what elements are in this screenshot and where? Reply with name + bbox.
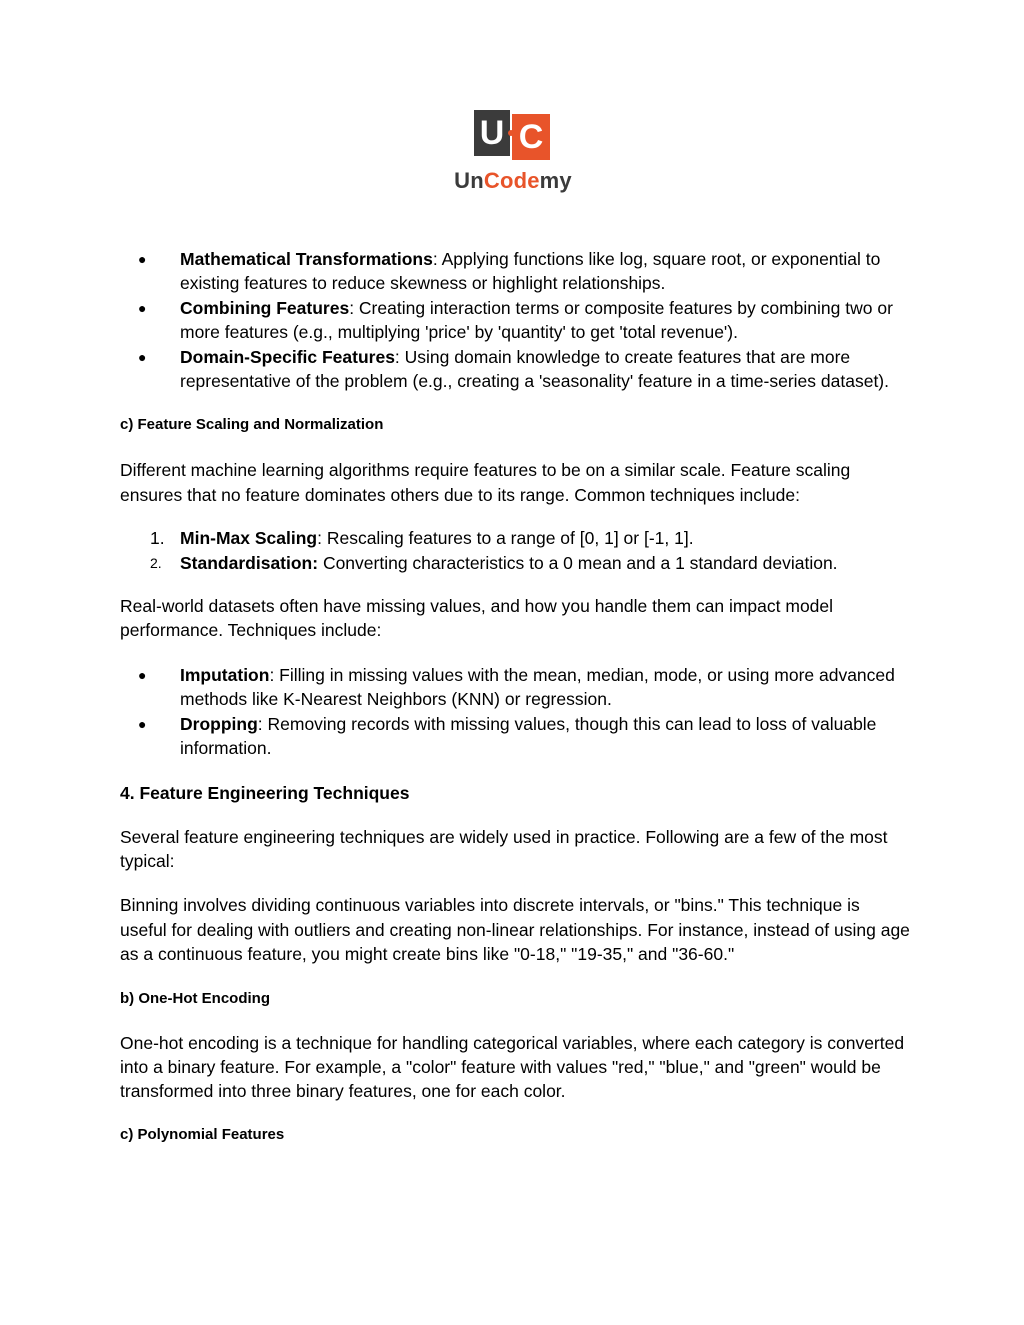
bullet-icon: ● [138, 299, 147, 316]
logo-dot [508, 130, 514, 136]
document-body [120, 247, 910, 1145]
scaling-techniques-list [120, 526, 910, 575]
paragraph-missing-values: Real-world datasets often have missing values, and how you handle them can impact model performance. Techniques include: [120, 596, 834, 641]
feature-creation-list [120, 247, 910, 393]
list-item: 1. Min-Max Scaling: Rescaling features to a range of [0, 1] or [-1, 1]. [150, 528, 694, 549]
section-heading-polynomial: c) Polynomial Features [120, 1125, 285, 1143]
section-heading-onehot: b) One-Hot Encoding [120, 989, 270, 1007]
uncodemy-logo [446, 110, 580, 196]
list-item: ● Dropping: Removing records with missing values, though this can lead to loss of valuable information. [138, 713, 877, 759]
logo-letter-u: U [474, 110, 510, 156]
list-item: ● Combining Features: Creating interaction terms or composite features by combining two or more features (e.g., multiplying 'price' by 'quantity' to get 'total revenue'). [138, 297, 893, 343]
bullet-icon: ● [138, 715, 147, 732]
section-heading-scaling: c) Feature Scaling and Normalization [120, 416, 384, 434]
paragraph-scaling: Different machine learning algorithms require features to be on a similar scale. Feature scaling ensures that no feature dominates others due to its range. Common techniques include: [120, 460, 851, 505]
bullet-icon: ● [138, 666, 147, 683]
list-item: ● Imputation: Filling in missing values with the mean, median, mode, or using more advanced methods like K-Nearest Neighbors (KNN) or regression. [138, 664, 895, 710]
logo-mark [474, 110, 550, 160]
bullet-icon: ● [138, 251, 147, 267]
logo-letter-c: C [512, 114, 550, 160]
bullet-icon: ● [138, 348, 147, 365]
list-item: 2. Standardisation: Converting characteristics to a 0 mean and a 1 standard deviation. [150, 552, 838, 573]
list-item: ● Domain-Specific Features: Using domain knowledge to create features that are more representative of the problem (e.g., creating a 'seasonality' feature in a time-series dataset). [138, 346, 889, 392]
logo-wordmark: UnCodemy [454, 168, 572, 193]
paragraph-techniques: Several feature engineering techniques are widely used in practice. Following are a few of the most typical: [120, 826, 888, 871]
section-heading-techniques: 4. Feature Engineering Techniques [120, 782, 410, 803]
list-item: ● Mathematical Transformations: Applying functions like log, square root, or exponential to existing features to reduce skewness or highlight relationships. [138, 249, 881, 294]
missing-values-list [120, 663, 910, 761]
paragraph-onehot: One-hot encoding is a technique for handling categorical variables, where each category is converted into a binary feature. For example, a "color" feature with values "red," "blue," and "green" would be transformed into three binary features, one for each color. [120, 1032, 905, 1102]
paragraph-binning: Binning involves dividing continuous variables into discrete intervals, or "bins." This technique is useful for dealing with outliers and creating non-linear relationships. For instance, instead of using age as a continuous feature, you might create bins like "0-18," "19-35," and "36-60." [120, 895, 910, 965]
